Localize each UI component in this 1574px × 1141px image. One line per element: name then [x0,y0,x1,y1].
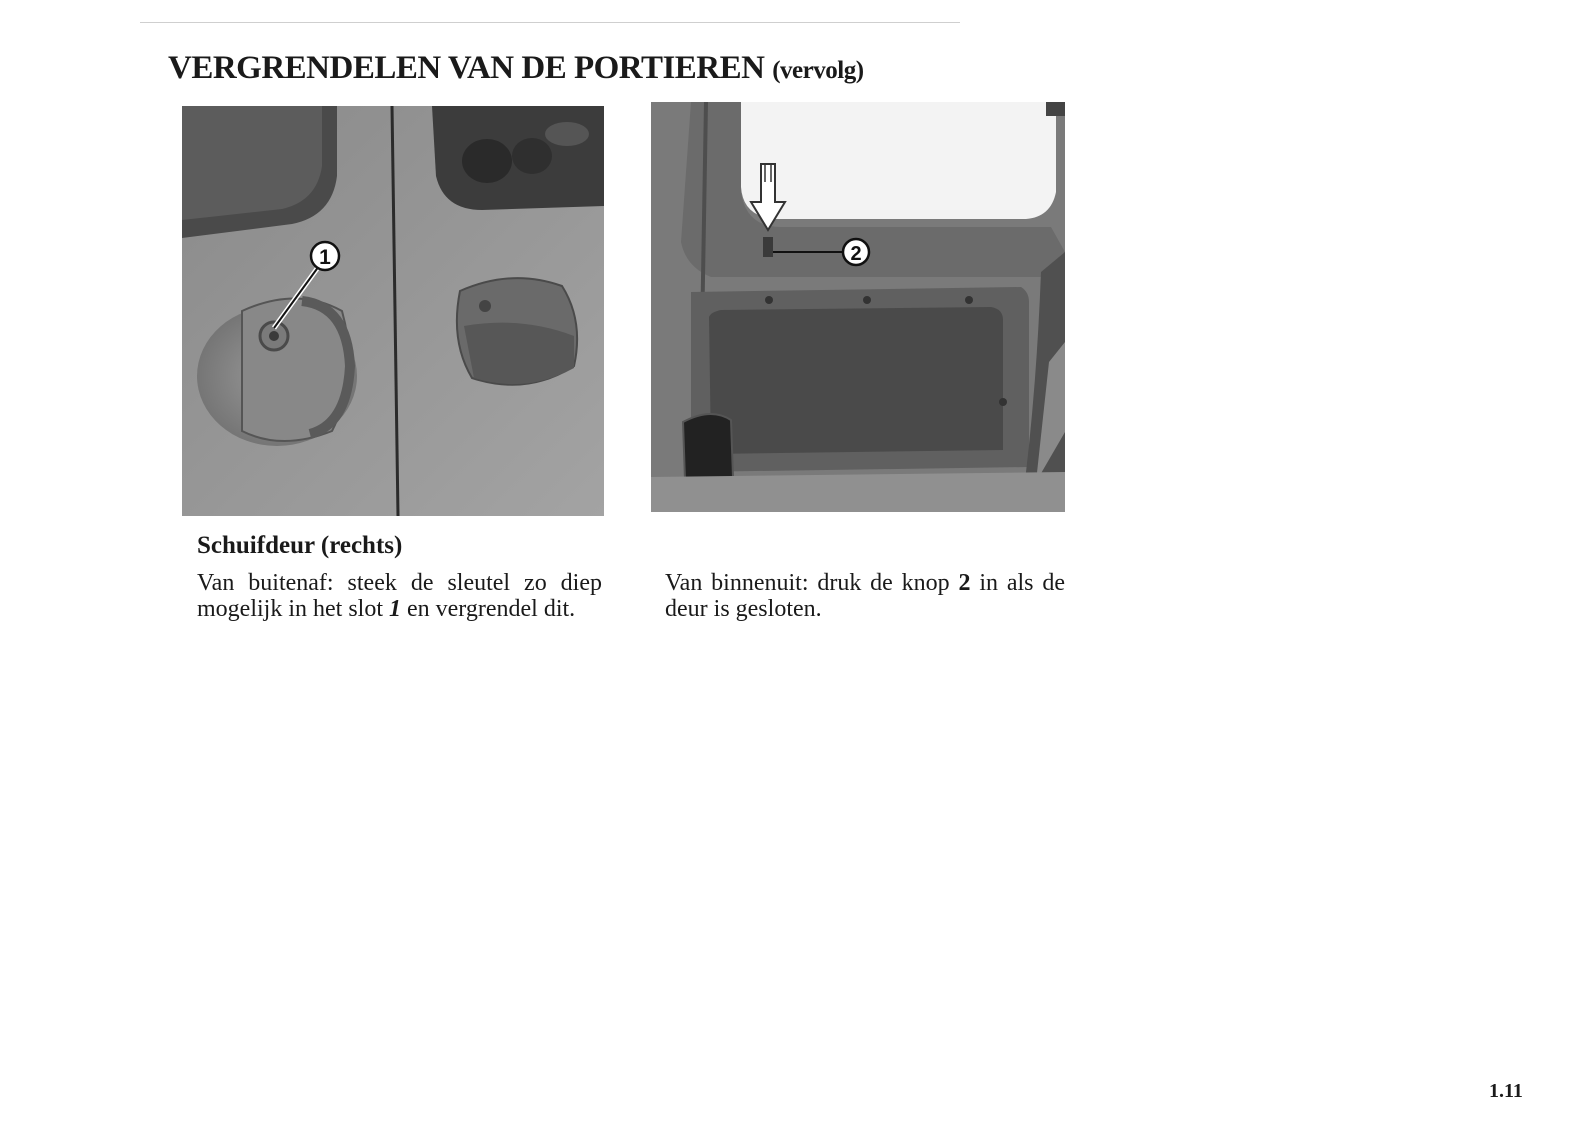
interior-instruction [665,570,1065,622]
top-rule [140,22,960,23]
page-title-main: VERGRENDELEN VAN DE PORTIEREN [168,50,765,86]
interior-door-photo [651,102,1065,512]
interior-text-before: Van binnenuit: druk de knop [665,570,959,596]
interior-ref: 2 [958,570,971,596]
page-title-suffix: (vervolg) [772,57,864,84]
exterior-text-before: Van buitenaf: steek de sleutel zo diep mogelijk in het slot [197,570,602,622]
page-title [168,50,864,87]
exterior-text-after: en vergrendel dit. [401,596,576,622]
interior-text-after: in als de deur is gesloten. [665,570,1065,622]
exterior-door-photo [182,106,604,516]
section-heading: Schuifdeur (rechts) [197,532,403,559]
page-number: 1.11 [1489,1080,1523,1102]
callout-1: 1 [319,246,331,269]
exterior-instruction [197,570,602,622]
callout-2: 2 [850,243,862,265]
exterior-ref: 1 [389,596,401,622]
